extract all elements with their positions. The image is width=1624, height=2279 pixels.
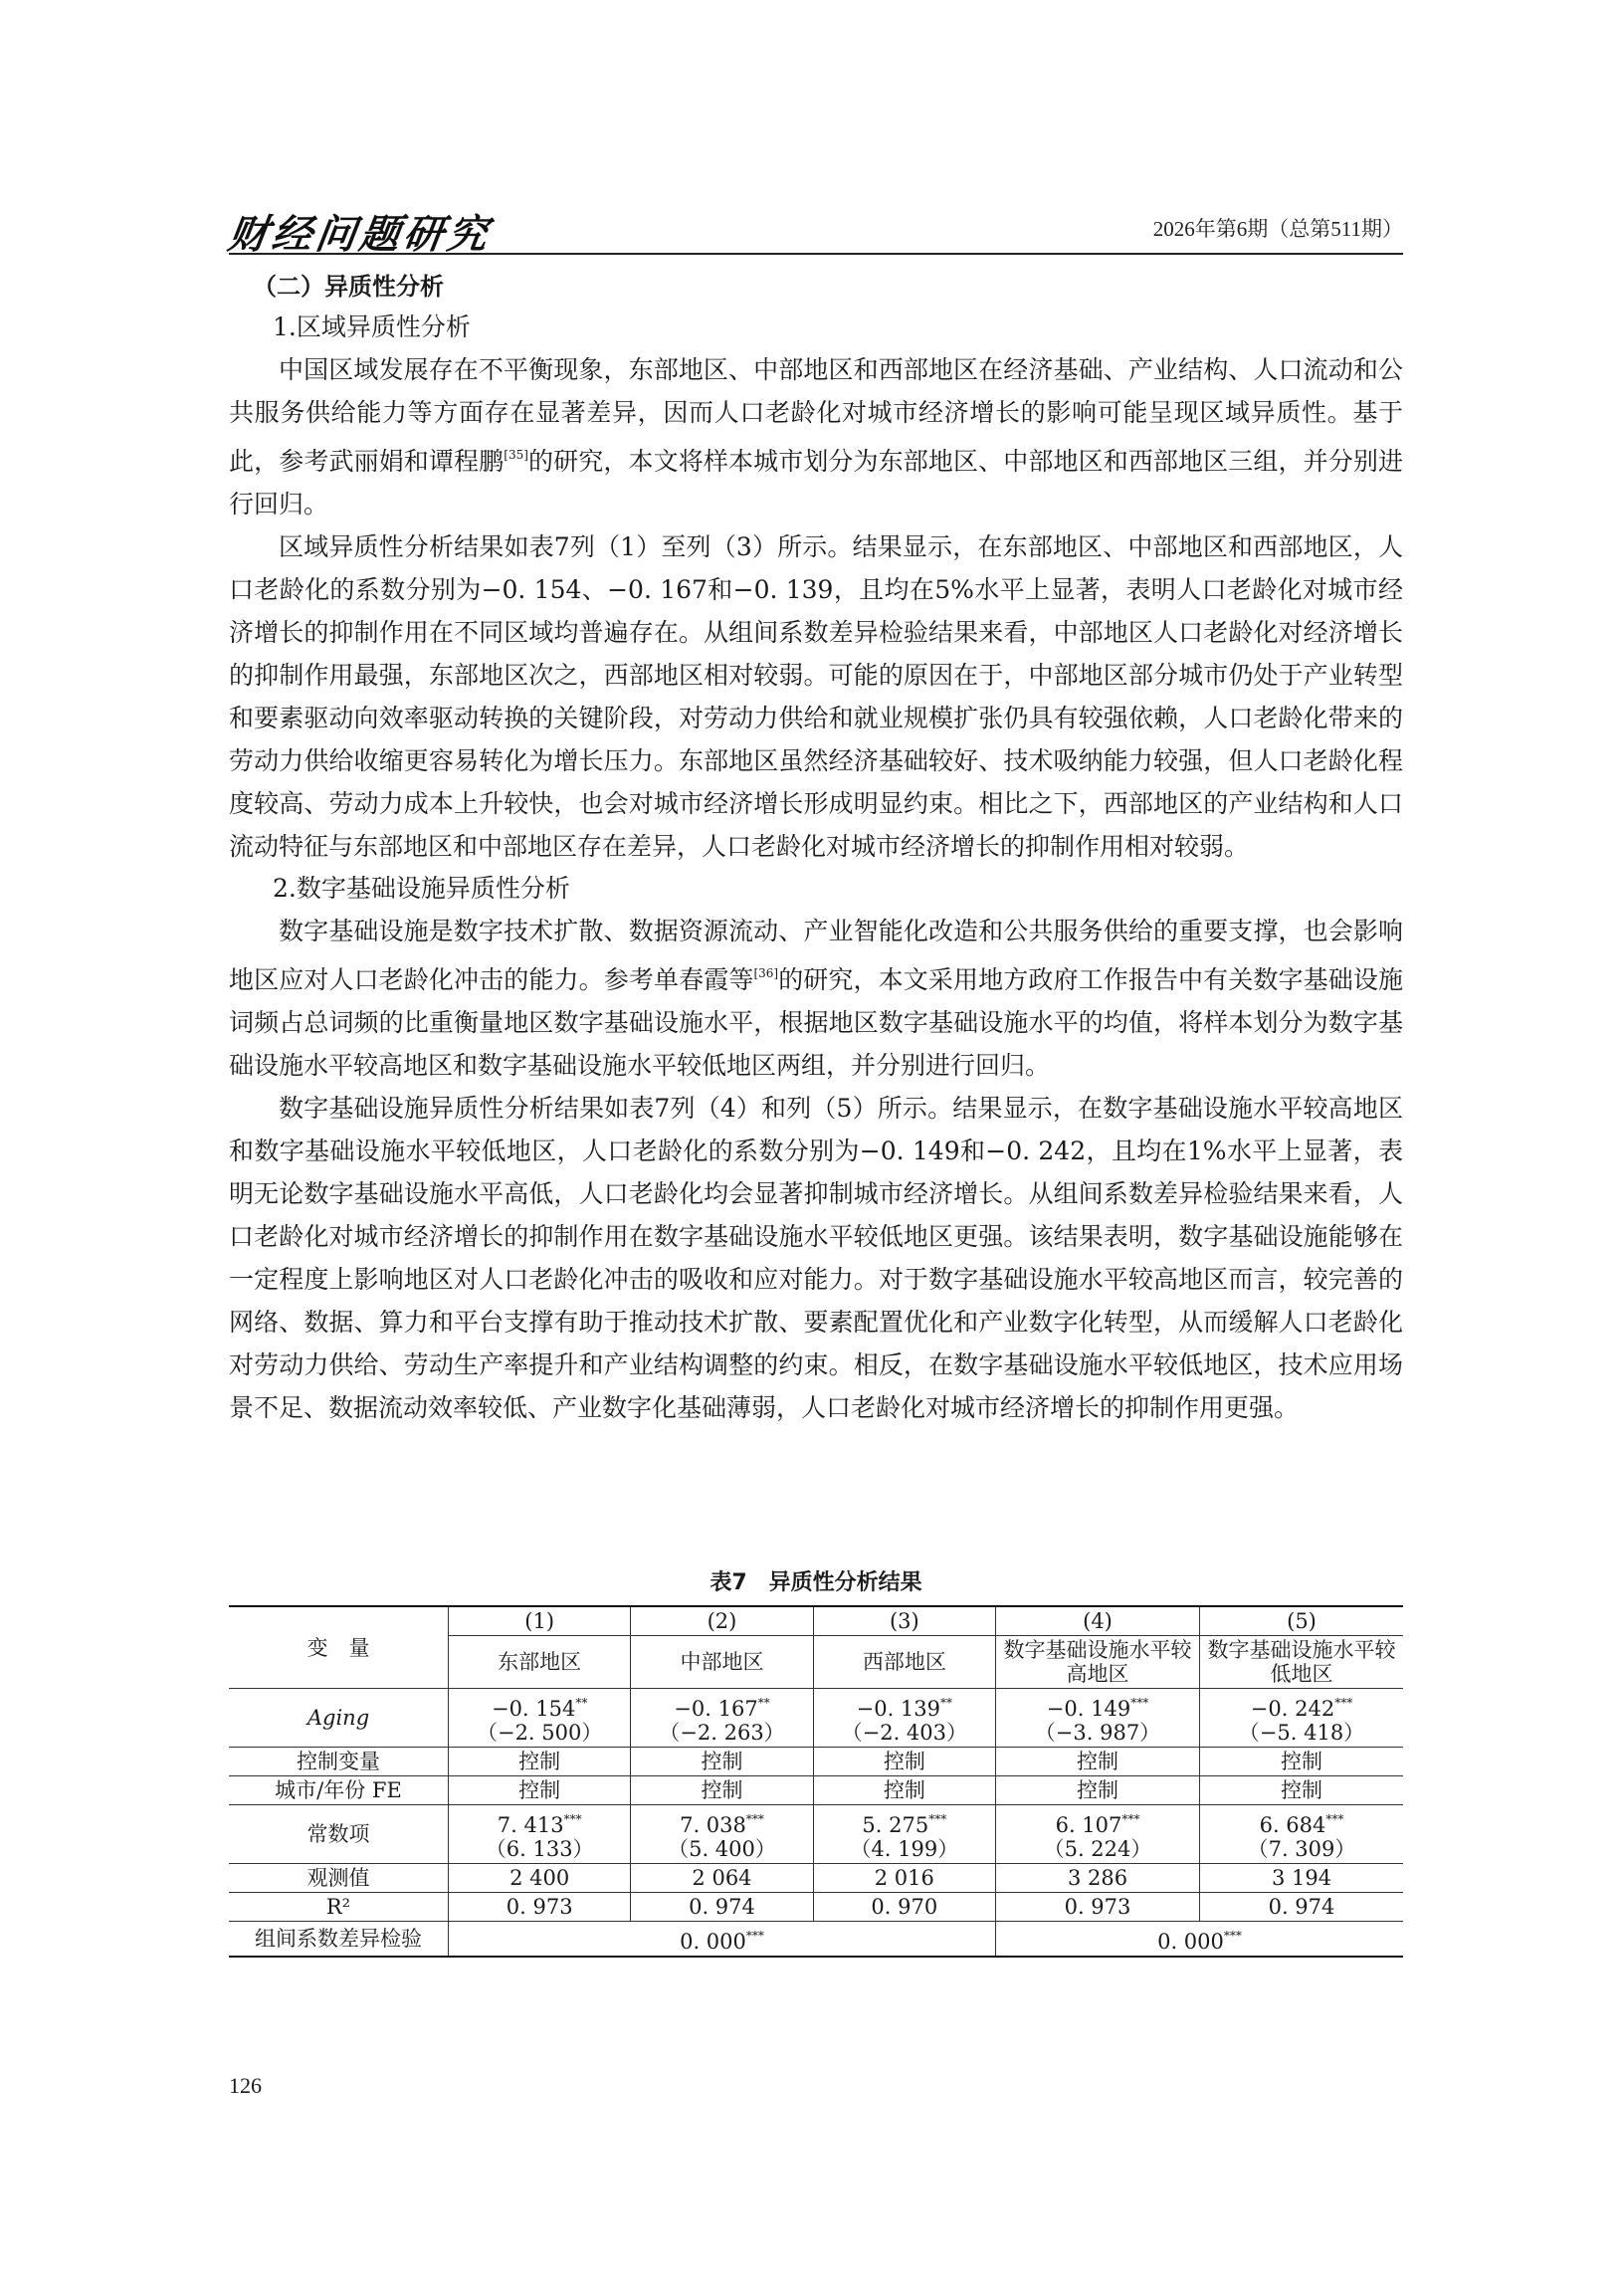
table-cell: 7. 038*** （5. 400） (631, 1805, 813, 1864)
table-cell: −0. 242*** （−5. 418） (1200, 1689, 1404, 1748)
column-group: 数字基础设施水平较低地区 (1200, 1636, 1404, 1689)
table-cell: 控制 (813, 1748, 995, 1776)
table-cell: 0. 974 (631, 1893, 813, 1922)
column-group: 东部地区 (449, 1636, 631, 1689)
table-cell: 控制 (449, 1776, 631, 1805)
table-row (229, 1776, 1403, 1805)
table-cell: 控制 (996, 1748, 1200, 1776)
table-cell: 2 400 (449, 1864, 631, 1893)
table-cell: 3 286 (996, 1864, 1200, 1893)
issue-info: 2026年第6期（总第511期） (1152, 217, 1403, 241)
paragraph: 数字基础设施是数字技术扩散、数据资源流动、产业智能化改造和公共服务供给的重要支撑，也会影响地区应对人口老龄化冲击的能力。参考单春霞等[36]的研究，本文采用地方政府工作报告中有关数字基础设施词频占总词频的比重衡量地区数字基础设施水平，根据地区数字基础设施水平的均值，将样本划分为数字基础设施水平较高地区和数字基础设施水平较低地区两组，并分别进行回归。 (229, 917, 1403, 1080)
variable-header: 变 量 (229, 1606, 449, 1689)
paragraph: 数字基础设施异质性分析结果如表7列（4）和列（5）所示。结果显示，在数字基础设施水平较高地区和数字基础设施水平较低地区，人口老龄化的系数分别为−0. 149和−0. 242，且均在1%水平上显著，表明无论数字基础设施水平高低，人口老龄化均会显著抑制城市经济增长。从组间系数差异检验结果来看，人口老龄化对城市经济增长的抑制作用在数字基础设施水平较低地区更强。该结果表明，数字基础设施能够在一定程度上影响地区对人口老龄化冲击的吸收和应对能力。对于数字基础设施水平较高地区而言，较完善的网络、数据、算力和平台支撑有助于推动技术扩散、要素配置优化和产业数字化转型，从而缓解人口老龄化对劳动力供给、劳动生产率提升和产业结构调整的约束。相反，在数字基础设施水平较低地区，技术应用场景不足、数据流动效率较低、产业数字化基础薄弱，人口老龄化对城市经济增长的抑制作用更强。 (229, 1094, 1403, 1422)
results-table (229, 1605, 1403, 1958)
subsection-heading-digital: 2.数字基础设施异质性分析 (273, 874, 570, 903)
column-number: (2) (631, 1606, 813, 1636)
table-cell: 0. 973 (996, 1893, 1200, 1922)
row-label: Aging (229, 1689, 449, 1748)
page-header (225, 199, 1403, 258)
table-cell: 0. 000*** (449, 1922, 996, 1958)
table-cell: 控制 (449, 1748, 631, 1776)
table-cell: −0. 154** （−2. 500） (449, 1689, 631, 1748)
table-cell: −0. 149*** （−3. 987） (996, 1689, 1200, 1748)
header-rule (229, 253, 1403, 255)
column-number: (4) (996, 1606, 1200, 1636)
table-cell: 0. 973 (449, 1893, 631, 1922)
table-row (229, 1748, 1403, 1776)
table-cell: −0. 167** （−2. 263） (631, 1689, 813, 1748)
table-cell: 控制 (813, 1776, 995, 1805)
table-row (229, 1805, 1403, 1864)
table-cell: 7. 413*** （6. 133） (449, 1805, 631, 1864)
table-header-row (229, 1606, 1403, 1636)
row-label: 组间系数差异检验 (229, 1922, 449, 1958)
column-number: (5) (1200, 1606, 1404, 1636)
column-group: 西部地区 (813, 1636, 995, 1689)
row-label: 观测值 (229, 1864, 449, 1893)
section-heading: （二）异质性分析 (253, 273, 444, 301)
table-cell: 2 016 (813, 1864, 995, 1893)
row-label: 城市/年份 FE (229, 1776, 449, 1805)
table-cell: 0. 974 (1200, 1893, 1404, 1922)
citation-ref[interactable]: [35] (504, 448, 528, 462)
table-caption (229, 1565, 1403, 1596)
table-cell: 6. 684*** （7. 309） (1200, 1805, 1404, 1864)
table-cell: 控制 (631, 1748, 813, 1776)
table-cell: 0. 970 (813, 1893, 995, 1922)
table-cell: 0. 000*** (996, 1922, 1404, 1958)
table-cell: 控制 (631, 1776, 813, 1805)
table-row (229, 1689, 1403, 1748)
table-cell: 2 064 (631, 1864, 813, 1893)
paragraph: 中国区域发展存在不平衡现象，东部地区、中部地区和西部地区在经济基础、产业结构、人口流动和公共服务供给能力等方面存在显著差异，因而人口老龄化对城市经济增长的影响可能呈现区域异质性。基于此，参考武丽娟和谭程鹏[35]的研究，本文将样本城市划分为东部地区、中部地区和西部地区三组，并分别进行回归。 (229, 355, 1403, 518)
citation-ref[interactable]: [36] (753, 966, 779, 980)
table-number: 表7 (710, 1570, 747, 1595)
table-cell: 控制 (996, 1776, 1200, 1805)
table-cell: −0. 139** （−2. 403） (813, 1689, 995, 1748)
column-group: 中部地区 (631, 1636, 813, 1689)
table-cell: 控制 (1200, 1776, 1404, 1805)
table-cell: 控制 (1200, 1748, 1404, 1776)
column-group: 数字基础设施水平较高地区 (996, 1636, 1200, 1689)
table-title: 异质性分析结果 (768, 1570, 922, 1595)
table-cell: 3 194 (1200, 1864, 1404, 1893)
subsection-heading-regional: 1.区域异质性分析 (273, 312, 471, 341)
column-number: (1) (449, 1606, 631, 1636)
table-row (229, 1893, 1403, 1922)
table-cell: 6. 107*** （5. 224） (996, 1805, 1200, 1864)
article-body (229, 267, 1403, 1429)
column-number: (3) (813, 1606, 995, 1636)
row-label: 常数项 (229, 1805, 449, 1864)
paragraph: 区域异质性分析结果如表7列（1）至列（3）所示。结果显示，在东部地区、中部地区和西部地区，人口老龄化的系数分别为−0. 154、−0. 167和−0. 139，且均在5%水平上显著，表明人口老龄化对城市经济增长的抑制作用在不同区域均普遍存在。从组间系数差异检验结果来看，中部地区人口老龄化对经济增长的抑制作用最强，东部地区次之，西部地区相对较弱。可能的原因在于，中部地区部分城市仍处于产业转型和要素驱动向效率驱动转换的关键阶段，对劳动力供给和就业规模扩张仍具有较强依赖，人口老龄化带来的劳动力供给收缩更容易转化为增长压力。东部地区虽然经济基础较好、技术吸纳能力较强，但人口老龄化程度较高、劳动力成本上升较快，也会对城市经济增长形成明显约束。相比之下，西部地区的产业结构和人口流动特征与东部地区和中部地区存在差异，人口老龄化对城市经济增长的抑制作用相对较弱。 (229, 532, 1403, 861)
table-cell: 5. 275*** （4. 199） (813, 1805, 995, 1864)
table-row (229, 1864, 1403, 1893)
table-row (229, 1922, 1403, 1958)
row-label: 控制变量 (229, 1748, 449, 1776)
page-number: 126 (229, 2073, 262, 2098)
row-label: R² (229, 1893, 449, 1922)
journal-logo: 财经问题研究 (225, 211, 495, 258)
